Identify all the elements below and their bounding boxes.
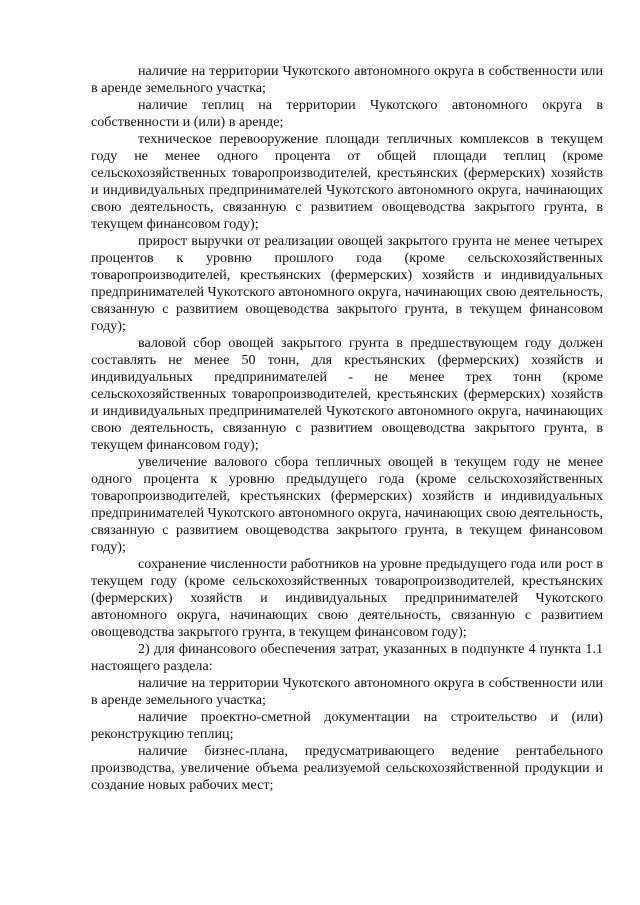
paragraph-11: наличие бизнес-плана, предусматривающего ведение рентабельного производства, увеличение объема реализуемой сельскохозяйственной продукции и создание новых рабочих мест;: [91, 743, 603, 793]
paragraph-1: наличие на территории Чукотского автономного округа в собственности или в аренде земельного участка;: [91, 63, 603, 96]
paragraph-8: 2) для финансового обеспечения затрат, указанных в подпункте 4 пункта 1.1 настоящего раздела:: [91, 641, 603, 674]
paragraph-9: наличие на территории Чукотского автономного округа в собственности или в аренде земельного участка;: [91, 675, 603, 708]
paragraph-7: сохранение численности работников на уровне предыдущего года или рост в текущем году (кроме сельскохозяйственных товаропроизводителей, крестьянских (фермерских) хозяйств и индивидуальных предпринимателей Чукотского автономного округа, начинающих свою деятельность, связанную с развитием овощеводства закрытого грунта, в текущем финансовом году);: [91, 556, 603, 640]
paragraph-5: валовой сбор овощей закрытого грунта в предшествующем году должен составлять не менее 50 тонн, для крестьянских (фермерских) хозяйств и индивидуальных предпринимателей - не менее трех тонн (кроме сельскохозяйственных товаропроизводителей, крестьянских (фермерских) хозяйств и индивидуальных предпринимателей Чукотского автономного округа, начинающих свою деятельность, связанную с развитием овощеводства закрытого грунта, в текущем финансовом году);: [91, 335, 603, 453]
paragraph-3: техническое перевооружение площади тепличных комплексов в текущем году не менее одного процента от общей площади теплиц (кроме сельскохозяйственных товаропроизводителей, крестьянских (фермерских) хозяйств и индивидуальных предпринимателей Чукотского автономного округа, начинающих свою деятельность, связанную с развитием овощеводства закрытого грунта, в текущем финансовом году);: [91, 131, 603, 232]
paragraph-10: наличие проектно-сметной документации на строительство и (или) реконструкцию теплиц;: [91, 709, 603, 742]
document-body: [91, 63, 603, 794]
paragraph-2: наличие теплиц на территории Чукотского автономного округа в собственности и (или) в аренде;: [91, 97, 603, 130]
paragraph-6: увеличение валового сбора тепличных овощей в текущем году не менее одного процента к уровню предыдущего года (кроме сельскохозяйственных товаропроизводителей, крестьянских (фермерских) хозяйств и индивидуальных предпринимателей Чукотского автономного округа, начинающих свою деятельность, связанную с развитием овощеводства закрытого грунта, в текущем финансовом году);: [91, 454, 603, 555]
paragraph-4: прирост выручки от реализации овощей закрытого грунта не менее четырех процентов к уровню прошлого года (кроме сельскохозяйственных товаропроизводителей, крестьянских (фермерских) хозяйств и индивидуальных предпринимателей Чукотского автономного округа, начинающих свою деятельность, связанную с развитием овощеводства закрытого грунта, в текущем финансовом году);: [91, 233, 603, 334]
